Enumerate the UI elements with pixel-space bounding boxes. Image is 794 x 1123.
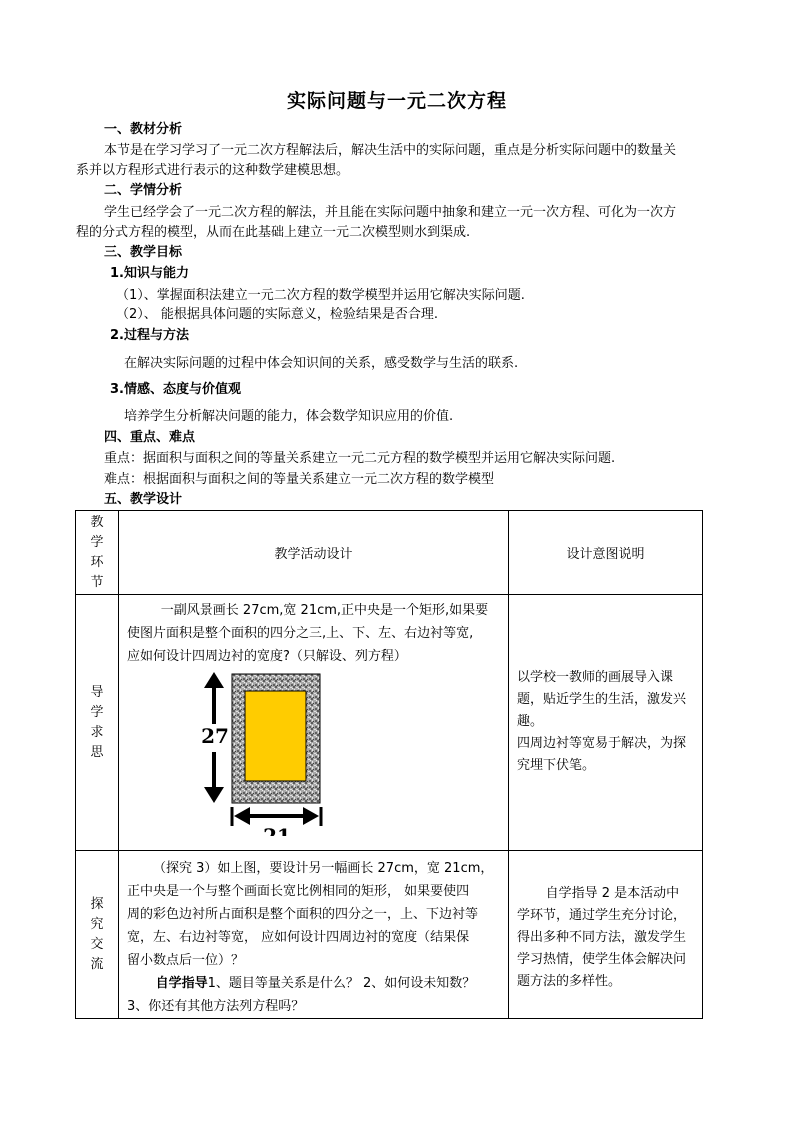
section-3-heading: 三、教学目标 [104,245,183,260]
teaching-design-table [75,510,703,1019]
section-4-key-point: 重点：据面积与面积之间的等量关系建立一元二元方程的数学模型并运用它解决实际问题. [104,451,616,466]
section-3-sub-3: 3.情感、态度与价值观 [110,382,241,397]
table-row [76,595,703,851]
stage-char: 学 [90,704,104,720]
activity-cell [119,595,509,851]
guide-questions: 1、题目等量关系是什么？ 2、如何设未知数？ [207,976,476,991]
section-3-text-2: 在解决实际问题的过程中体会知识间的关系，感受数学与生活的联系. [124,356,519,371]
intent-text [509,595,702,777]
section-2-heading: 二、学情分析 [104,183,183,198]
header-stage-cell [76,511,119,595]
stage-char: 交 [90,936,104,952]
header-stage-char: 环 [90,554,104,570]
height-label: 27 [201,724,229,748]
guide-line-2: 3、你还有其他方法列方程吗？ [127,999,305,1014]
section-3-sub-2: 2.过程与方法 [110,328,189,343]
section-1-heading: 一、教材分析 [104,122,183,137]
table-header-row [76,511,703,595]
section-2-text-line-2: 程的分式方程的模型，从而在此基础上建立一元二次模型则水到渠成. [76,225,471,240]
section-1-text-line-1: 本节是在学习学习了一元二次方程解法后，解决生活中的实际问题，重点是分析实际问题中的数量关 [104,143,677,158]
header-stage-char: 节 [90,574,104,590]
intent-line: 学环节，通过学生充分讨论， [517,908,687,923]
intent-line: 得出多种不同方法，激发学生 [517,930,687,945]
header-stage-char: 学 [90,534,104,550]
stage-char: 究 [90,916,104,932]
activity-cell [119,851,509,1019]
intent-cell [509,595,703,851]
intent-line: 题，贴近学生的生活，激发兴 [517,692,687,707]
intent-cell [509,851,703,1019]
down-arrow-icon [204,787,224,803]
guide-label: 自学指导 [155,976,208,991]
intent-line: 学习热情，使学生体会解决问 [517,952,687,967]
intent-line: 自学指导 2 是本活动中 [545,886,680,901]
intent-text [509,851,702,993]
stage-char: 探 [90,896,104,912]
header-intent-cell: 设计意图说明 [509,511,703,595]
left-arrow-icon [234,807,250,825]
activity-line: 宽，左、右边衬等宽， 应如何设计四周边衬的宽度（结果保 [127,930,470,945]
header-stage-char: 教 [90,514,104,530]
activity-line: 一副风景画长 27cm,宽 21cm,正中央是一个矩形,如果要 [160,603,489,618]
up-arrow-icon [204,672,224,688]
intent-line: 四周边衬等宽易于解决，为探 [517,736,687,751]
stage-cell [76,851,119,1019]
activity-text [119,851,508,1018]
activity-line: 周的彩色边衬所占面积是整个面积的四分之一，上、下边衬等 [127,907,479,922]
activity-text [119,595,508,668]
stage-char: 流 [90,956,104,972]
section-4-heading: 四、重点、难点 [104,430,196,445]
activity-line: 使图片面积是整个面积的四分之三,上、下、左、右边衬等宽, [127,626,474,641]
activity-line: 正中央是一个与整个画面长宽比例相同的矩形， 如果要使四 [127,884,470,899]
painting-center-rect [245,691,306,781]
activity-line: （探究 3）如上图，要设计另一幅画长 27cm，宽 21cm， [153,861,494,876]
guide-line [127,972,502,995]
intent-line: 究埋下伏笔。 [517,758,596,773]
section-3-sub-1: 1.知识与能力 [110,266,189,281]
page-title: 实际问题与一元二次方程 [286,90,507,112]
header-activity-cell: 教学活动设计 [119,511,509,595]
width-label: 21 [263,824,291,836]
painting-figure [119,668,508,836]
stage-char: 求 [90,724,104,740]
stage-cell [76,595,119,851]
section-3-text-3: 培养学生分析解决问题的能力，体会数学知识应用的价值. [124,409,454,424]
section-1-text-line-2: 系并以方程形式进行表示的这种数学建模思想。 [76,163,350,178]
section-5-heading: 五、教学设计 [104,492,183,507]
activity-line: 应如何设计四周边衬的宽度?（只解设、列方程） [127,649,407,664]
intent-line: 以学校一教师的画展导入课 [517,670,674,685]
table-row [76,851,703,1019]
intent-line: 题方法的多样性。 [517,974,622,989]
intent-line: 趣。 [517,714,544,729]
section-4-difficult-point: 难点：根据面积与面积之间的等量关系建立一元二次方程的数学模型 [104,472,495,487]
section-3-item-2: （2）、 能根据具体问题的实际意义，检验结果是否合理. [116,307,439,322]
stage-char: 思 [90,744,104,760]
activity-line: 留小数点后一位）？ [127,953,245,968]
section-3-item-1: （1）、掌握面积法建立一元二次方程的数学模型并运用它解决实际问题. [116,288,525,303]
stage-char: 导 [90,684,104,700]
section-2-text-line-1: 学生已经学会了一元二次方程的解法，并且能在实际问题中抽象和建立一元一次方程、可化为一次方 [104,205,677,220]
right-arrow-icon [303,807,319,825]
